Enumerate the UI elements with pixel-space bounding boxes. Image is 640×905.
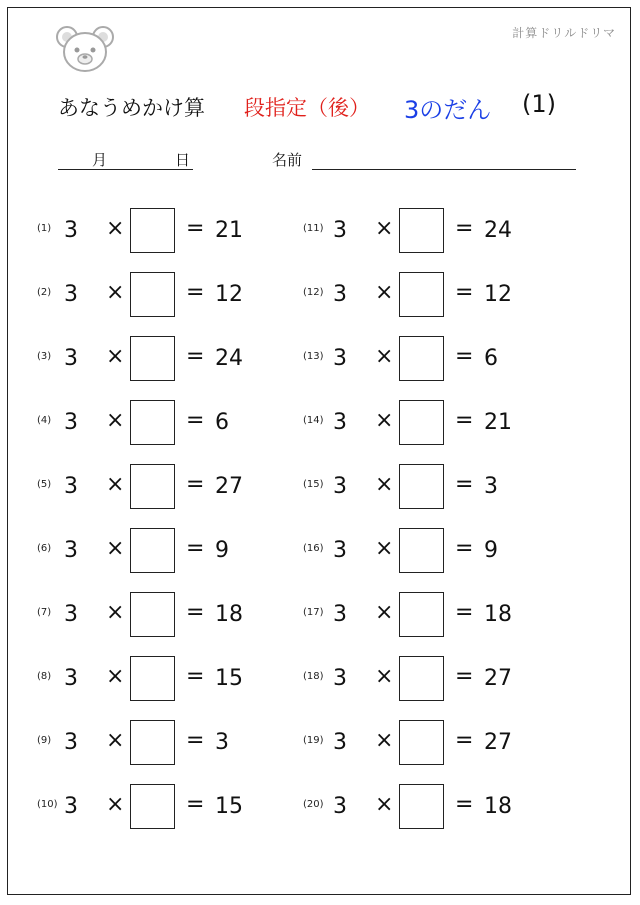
multiplicand: 3: [333, 794, 347, 819]
name-underline: [312, 169, 576, 170]
equals-sign: =: [455, 216, 474, 241]
times-sign: ×: [375, 792, 394, 817]
equals-sign: =: [186, 600, 205, 625]
answer-box[interactable]: [399, 784, 444, 829]
product: 21: [484, 410, 512, 435]
equals-sign: =: [186, 472, 205, 497]
multiplicand: 3: [64, 346, 78, 371]
times-sign: ×: [106, 792, 125, 817]
problem-index: (1): [37, 223, 52, 234]
product: 27: [215, 474, 243, 499]
problem-item: [269, 272, 529, 318]
multiplicand: 3: [64, 602, 78, 627]
problem-item: [269, 720, 529, 766]
problem-index: (17): [303, 607, 324, 618]
product: 24: [484, 218, 512, 243]
problem-index: (16): [303, 543, 324, 554]
product: 6: [484, 346, 498, 371]
problem-item: [0, 784, 260, 830]
product: 3: [484, 474, 498, 499]
equals-sign: =: [186, 344, 205, 369]
multiplicand: 3: [64, 794, 78, 819]
day-label: 日: [175, 151, 191, 169]
answer-box[interactable]: [399, 592, 444, 637]
product: 15: [215, 794, 243, 819]
product: 18: [484, 794, 512, 819]
problem-index: (6): [37, 543, 52, 554]
problem-index: (4): [37, 415, 52, 426]
answer-box[interactable]: [130, 464, 175, 509]
times-sign: ×: [375, 536, 394, 561]
answer-box[interactable]: [130, 336, 175, 381]
problem-index: (9): [37, 735, 52, 746]
problem-index: (11): [303, 223, 324, 234]
answer-box[interactable]: [399, 400, 444, 445]
problem-index: (5): [37, 479, 52, 490]
times-sign: ×: [106, 408, 125, 433]
title-row: [58, 92, 598, 128]
answer-box[interactable]: [399, 336, 444, 381]
times-sign: ×: [106, 728, 125, 753]
problem-index: (13): [303, 351, 324, 362]
product: 12: [215, 282, 243, 307]
problem-item: [269, 656, 529, 702]
problem-item: [0, 592, 260, 638]
answer-box[interactable]: [130, 592, 175, 637]
problem-item: [0, 656, 260, 702]
times-sign: ×: [375, 728, 394, 753]
problem-index: (10): [37, 799, 58, 810]
multiplicand: 3: [64, 474, 78, 499]
problem-item: [269, 464, 529, 510]
times-sign: ×: [106, 536, 125, 561]
problem-index: (2): [37, 287, 52, 298]
problem-item: [269, 784, 529, 830]
problem-item: [269, 400, 529, 446]
answer-box[interactable]: [130, 528, 175, 573]
answer-box[interactable]: [130, 208, 175, 253]
equals-sign: =: [186, 536, 205, 561]
month-label: 月: [92, 151, 108, 169]
problem-item: [269, 528, 529, 574]
answer-box[interactable]: [130, 784, 175, 829]
problem-item: [0, 720, 260, 766]
equals-sign: =: [455, 344, 474, 369]
problem-item: [0, 208, 260, 254]
multiplicand: 3: [64, 410, 78, 435]
problem-index: (20): [303, 799, 324, 810]
equals-sign: =: [455, 408, 474, 433]
problem-item: [0, 272, 260, 318]
product: 9: [484, 538, 498, 563]
times-sign: ×: [106, 216, 125, 241]
times-sign: ×: [106, 600, 125, 625]
product: 12: [484, 282, 512, 307]
product: 27: [484, 666, 512, 691]
answer-box[interactable]: [399, 464, 444, 509]
multiplicand: 3: [333, 538, 347, 563]
times-sign: ×: [106, 280, 125, 305]
equals-sign: =: [455, 280, 474, 305]
equals-sign: =: [186, 280, 205, 305]
bear-face-icon: [54, 24, 116, 74]
multiplicand: 3: [333, 730, 347, 755]
problem-index: (12): [303, 287, 324, 298]
answer-box[interactable]: [399, 272, 444, 317]
multiplicand: 3: [333, 282, 347, 307]
equals-sign: =: [455, 728, 474, 753]
title-dan: 3のだん: [404, 96, 492, 124]
answer-box[interactable]: [399, 720, 444, 765]
multiplicand: 3: [64, 282, 78, 307]
times-sign: ×: [375, 664, 394, 689]
product: 9: [215, 538, 229, 563]
problem-item: [0, 336, 260, 382]
multiplicand: 3: [333, 602, 347, 627]
times-sign: ×: [375, 216, 394, 241]
name-label: 名前: [272, 151, 303, 169]
date-underline: [58, 169, 193, 170]
equals-sign: =: [455, 536, 474, 561]
equals-sign: =: [186, 408, 205, 433]
times-sign: ×: [375, 408, 394, 433]
multiplicand: 3: [333, 410, 347, 435]
title-mode: 段指定（後）: [244, 96, 370, 120]
product: 27: [484, 730, 512, 755]
product: 21: [215, 218, 243, 243]
times-sign: ×: [106, 472, 125, 497]
problem-item: [0, 400, 260, 446]
multiplicand: 3: [333, 346, 347, 371]
answer-box[interactable]: [130, 400, 175, 445]
problem-item: [269, 592, 529, 638]
problem-item: [0, 464, 260, 510]
answer-box[interactable]: [130, 656, 175, 701]
multiplicand: 3: [333, 218, 347, 243]
times-sign: ×: [375, 344, 394, 369]
problem-index: (19): [303, 735, 324, 746]
product: 18: [215, 602, 243, 627]
brand-label: 計算ドリルドリマ: [512, 26, 616, 40]
multiplicand: 3: [333, 666, 347, 691]
problem-index: (14): [303, 415, 324, 426]
times-sign: ×: [106, 344, 125, 369]
problem-index: (3): [37, 351, 52, 362]
product: 24: [215, 346, 243, 371]
multiplicand: 3: [333, 474, 347, 499]
answer-box[interactable]: [399, 656, 444, 701]
answer-box[interactable]: [399, 528, 444, 573]
product: 3: [215, 730, 229, 755]
problem-index: (7): [37, 607, 52, 618]
problem-item: [269, 336, 529, 382]
title-number: (1): [522, 90, 556, 118]
problem-item: [269, 208, 529, 254]
problem-item: [0, 528, 260, 574]
multiplicand: 3: [64, 218, 78, 243]
answer-box[interactable]: [130, 720, 175, 765]
title-main: あなうめかけ算: [58, 96, 205, 120]
product: 18: [484, 602, 512, 627]
times-sign: ×: [106, 664, 125, 689]
equals-sign: =: [186, 792, 205, 817]
multiplicand: 3: [64, 538, 78, 563]
problem-index: (18): [303, 671, 324, 682]
answer-box[interactable]: [130, 272, 175, 317]
equals-sign: =: [186, 728, 205, 753]
times-sign: ×: [375, 600, 394, 625]
times-sign: ×: [375, 472, 394, 497]
multiplicand: 3: [64, 730, 78, 755]
equals-sign: =: [186, 664, 205, 689]
problem-index: (8): [37, 671, 52, 682]
equals-sign: =: [455, 664, 474, 689]
multiplicand: 3: [64, 666, 78, 691]
product: 6: [215, 410, 229, 435]
equals-sign: =: [455, 600, 474, 625]
problem-index: (15): [303, 479, 324, 490]
times-sign: ×: [375, 280, 394, 305]
equals-sign: =: [455, 472, 474, 497]
answer-box[interactable]: [399, 208, 444, 253]
equals-sign: =: [186, 216, 205, 241]
product: 15: [215, 666, 243, 691]
equals-sign: =: [455, 792, 474, 817]
